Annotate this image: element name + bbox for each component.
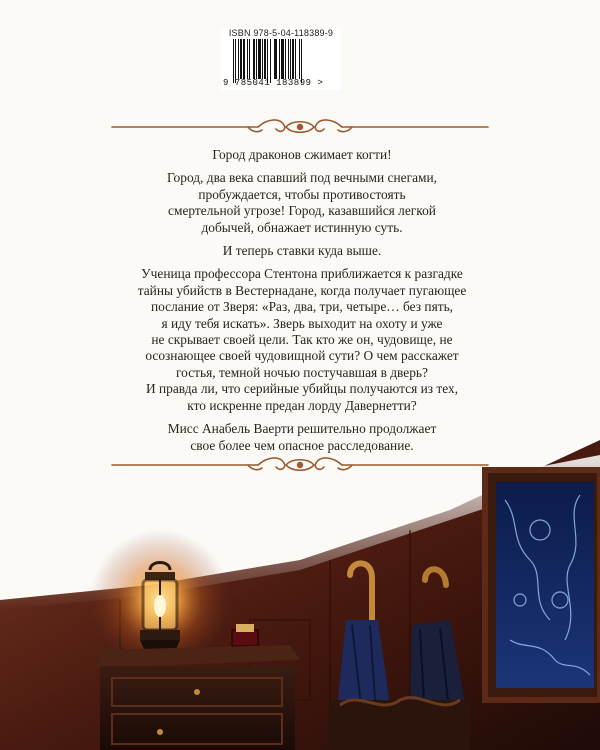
isbn-label: ISBN 978-5-04-118389-9	[228, 28, 334, 38]
barcode-digits: 9 785041 183899 >	[223, 78, 324, 88]
blurb-paragraph-4: Мисс Анабель Ваерти решительно продолжает свое более чем опасное расследование.	[167, 421, 437, 453]
blurb-paragraph-2: И теперь ставки куда выше.	[222, 243, 382, 259]
blurb-paragraph-3: Ученица профессора Стентона приближается к разгадке тайны убийств в Вестернадане, когда получает пугающее послание от Зверя: «Раз, два, три, четыре… без пять, я иду тебя искать». Зверь выходит на охоту и уже не скрывает своей цели. Так кто же он, чудовище, не осознающее своей чудовищной сути? О чем расскажет гостья, темной ночью постучавшая в дверь? И правда ли, что серийные убийцы получаются из тех, кто искренне предан лорду Давернетти?	[137, 266, 467, 413]
lantern	[140, 563, 180, 653]
blurb-headline: Город драконов сжимает когти!	[212, 147, 392, 162]
side-table	[95, 645, 300, 750]
blurb-paragraph-1: Город, два века спавший под вечными снегами, пробуждается, чтобы противостоять смертельной угрозе! Город, казавшийся легкой добычей, обнажает истинную суть.	[166, 170, 438, 235]
frosted-window	[485, 470, 600, 700]
